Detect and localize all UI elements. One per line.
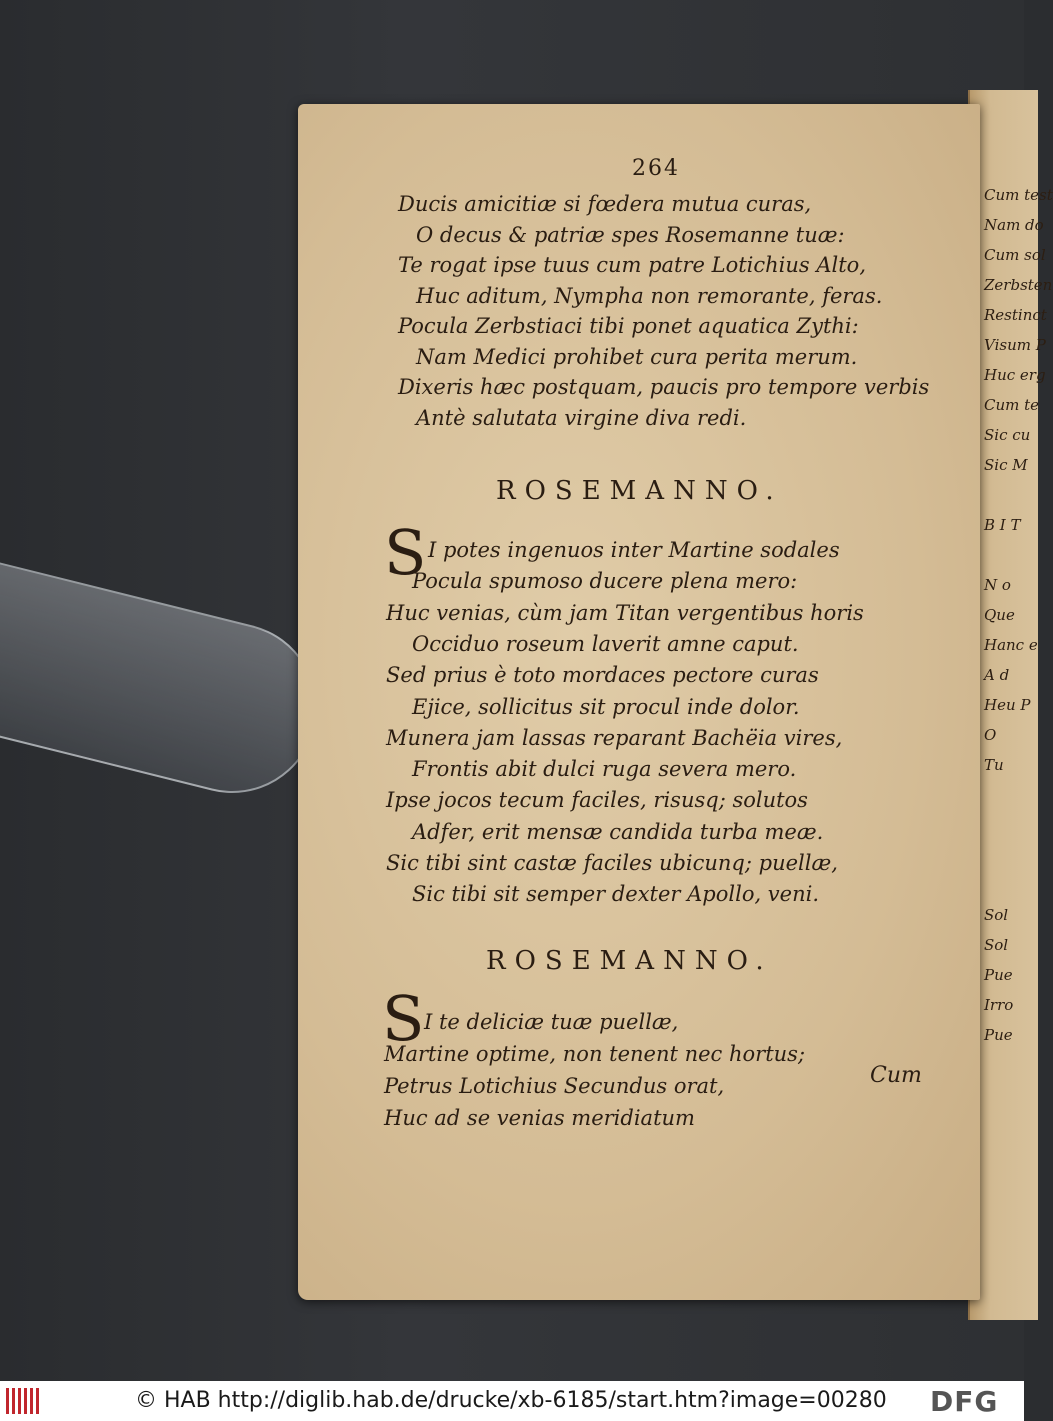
credit-link[interactable]: © HAB http://diglib.hab.de/drucke/xb-6185/start.htm?image=00280 [135,1388,887,1413]
verse-line: Sic tibi sit semper dexter Apollo, veni. [412,882,820,907]
verse-line: O decus & patriæ spes Rosemanne tuæ: [416,222,845,247]
verse-line: Huc ad se venias meridiatum [384,1106,695,1130]
facing-page-fragment: Restinct [984,306,1047,324]
facing-page-fragment [984,810,1024,840]
verse-line: Nam Medici prohibet cura perita merum. [416,344,858,369]
verse-line: Adfer, erit mensæ candida turba meæ. [412,819,824,844]
heading-rosemanno-2: ROSEMANNO. [486,946,773,976]
facing-page-fragment: Cum te [984,396,1040,414]
facing-page-fragment: Cum test [984,186,1053,204]
facing-page-fragment: Heu P [984,696,1031,714]
facing-page-fragment: Nam do [984,216,1044,234]
facing-page-fragment [984,840,1024,870]
facing-page-fragment: Zerbsten [984,276,1053,294]
facing-page-fragment: Que [984,606,1015,624]
facing-page-fragment: Sol [984,906,1009,924]
facing-page-fragment: Sic M [984,456,1028,474]
verse-line: Sed prius è toto mordaces pectore curas [386,663,819,688]
verse-line: Pocula Zerbstiaci tibi ponet aquatica Zythi: [398,314,859,338]
verse-line: Munera jam lassas reparant Bachëia vires, [386,725,843,750]
book-clip [0,559,335,811]
verse-line: Sic tibi sint castæ faciles ubicunq; puellæ, [386,851,838,875]
facing-page-fragment [984,870,1024,900]
verse-line: Ipse jocos tecum faciles, risusq; solutos [386,788,808,813]
heading-rosemanno-1: ROSEMANNO. [496,476,783,506]
verse-line: Ducis amicitiæ si fœdera mutua curas, [398,192,812,216]
catchword: Cum [870,1063,922,1088]
facing-page-fragment [984,480,1024,510]
facing-page-fragment [984,780,1024,810]
hab-logo-icon [6,1388,46,1414]
facing-page-fragment: Tu [984,756,1004,774]
facing-page-text [984,180,1053,1180]
verse-line: Pocula spumoso ducere plena mero: [412,569,798,594]
page-number: 264 [632,156,680,181]
facing-page-fragment: Sic cu [984,426,1031,444]
verse-line: Petrus Lotichius Secundus orat, [384,1074,725,1098]
drop-cap-2: S [382,982,425,1055]
facing-page-fragment: Visum P [984,336,1046,354]
verse-line: Huc aditum, Nympha non remorante, feras. [416,283,883,308]
facing-page-fragment: Cum sol [984,246,1046,264]
verse-line: Dixeris hæc postquam, paucis pro tempore verbis [398,375,930,399]
facing-page-fragment: Huc erg [984,366,1046,384]
facing-page-fragment: Pue [984,966,1013,984]
facing-page-fragment: Hanc e [984,636,1038,654]
facing-page-fragment: Pue [984,1026,1013,1044]
verse-line: Ejice, sollicitus sit procul inde dolor. [412,694,800,719]
verse-line: Frontis abit dulci ruga severa mero. [412,757,797,782]
facing-page-fragment: B I T [984,516,1021,534]
verse-line: Antè salutata virgine diva redi. [416,405,747,430]
verse-line: I potes ingenuos inter Martine sodales [428,538,840,562]
verse-line: Huc venias, cùm jam Titan vergentibus horis [386,600,864,625]
facing-page-fragment: N o [984,576,1011,594]
verse-line: Occiduo roseum laverit amne caput. [412,631,799,656]
footer-bar [0,1381,1024,1421]
drop-cap-1: S [384,516,427,589]
facing-page-fragment: A d [984,666,1010,684]
verse-line: Martine optime, non tenent nec hortus; [384,1042,806,1066]
dfg-logo: DFG [930,1385,999,1418]
facing-page-fragment: Irro [984,996,1014,1014]
facing-page-fragment: Sol [984,936,1009,954]
verse-line: Te rogat ipse tuus cum patre Lotichius Alto, [398,253,866,277]
facing-page-fragment [984,540,1024,570]
verse-line: I te deliciæ tuæ puellæ, [424,1010,679,1034]
facing-page-fragment: O [984,726,997,744]
